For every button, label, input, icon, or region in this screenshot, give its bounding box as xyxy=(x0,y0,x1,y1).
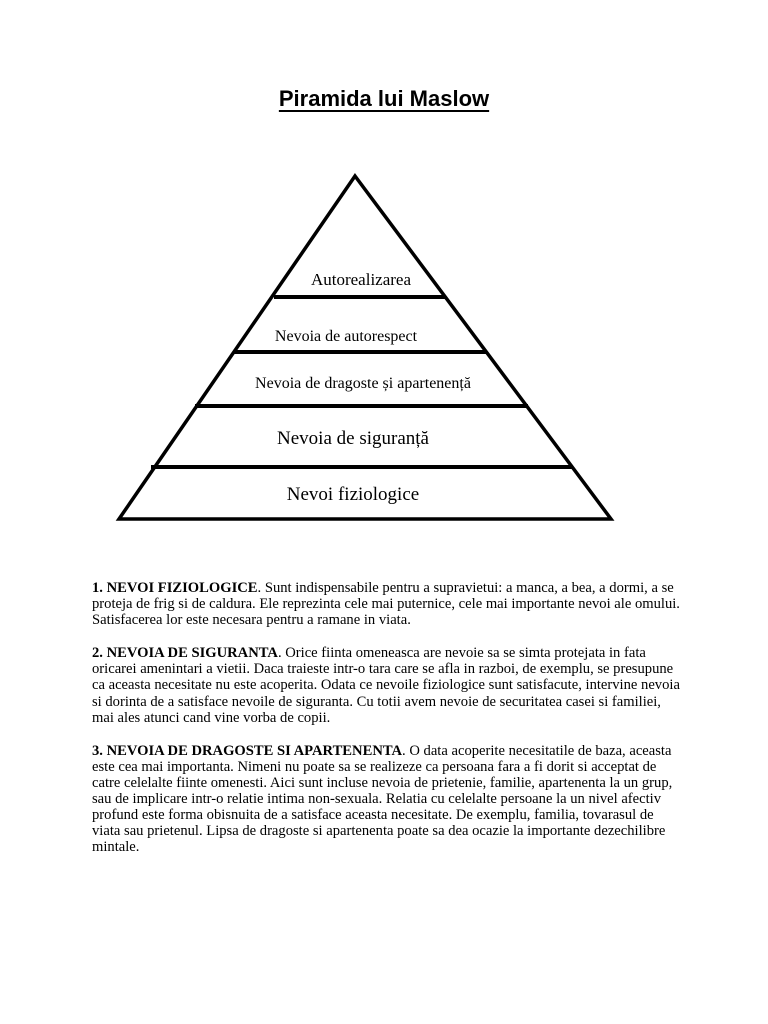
section-safety xyxy=(92,645,682,725)
pyramid-level-esteem: Nevoia de autorespect xyxy=(274,328,418,345)
pyramid-level-physiological: Nevoi fiziologice xyxy=(286,484,420,505)
section-heading: 3. NEVOIA DE DRAGOSTE SI APARTENENTA xyxy=(92,742,403,759)
pyramid-level-safety: Nevoia de siguranță xyxy=(277,428,429,449)
section-text: . Orice fiinta omeneasca are nevoie sa se simta protejata in fata oricarei amenintari a vietii. Daca traieste intr-o tara care se afla in razboi, de exemplu, se presupune ca aceasta necesitate nu este acoperita. Odata ce nevoile fiziologice sunt satisfacute, intervine nevoia si dorinta de a satisface nevoile de siguranta. Cu totii avem nevoie de securitatea casei si familiei, mai ales atunci cand vine vorba de copii. xyxy=(92,645,680,726)
page-title: Piramida lui Maslow xyxy=(278,86,490,111)
pyramid-level-self-actualization: Autorealizarea xyxy=(310,270,412,289)
pyramid-level-love-belonging: Nevoia de dragoste și apartenență xyxy=(255,375,471,392)
section-heading: 2. NEVOIA DE SIGURANTA xyxy=(92,645,278,662)
section-heading: 1. NEVOI FIZIOLOGICE xyxy=(92,580,258,596)
section-text: . O data acoperite necesitatile de baza, aceasta este cea mai importanta. Nimeni nu poate sa se realizeze ca persoana fara a fi dorit si acceptat de catre celelalte fiinte omenesti. Aici sunt incluse nevoia de prietenie, familie, apartenenta la un grup, sau de implicare intr-o relatie intima non-sexuala. Relatia cu celelalte persoane la un nivel afectiv profund este forma obisnuita de a satisface aceasta necesitate. De exemplu, familia, tovarasul de viata sau prietenul. Lipsa de dragoste si apartenenta poate sa dea ocazie la importante dezechilibre mintale. xyxy=(92,742,673,856)
body-text xyxy=(92,580,682,872)
section-love-belonging xyxy=(92,743,682,856)
section-text: . Sunt indispensabile pentru a supravietui: a manca, a bea, a dormi, a se proteja de frig si de caldura. Ele reprezinta cele mai puternice, cele mai importante nevoi ale omului. Satisfacerea lor este necesara pentru a ramane in viata. xyxy=(92,580,680,629)
section-physiological xyxy=(92,580,682,628)
